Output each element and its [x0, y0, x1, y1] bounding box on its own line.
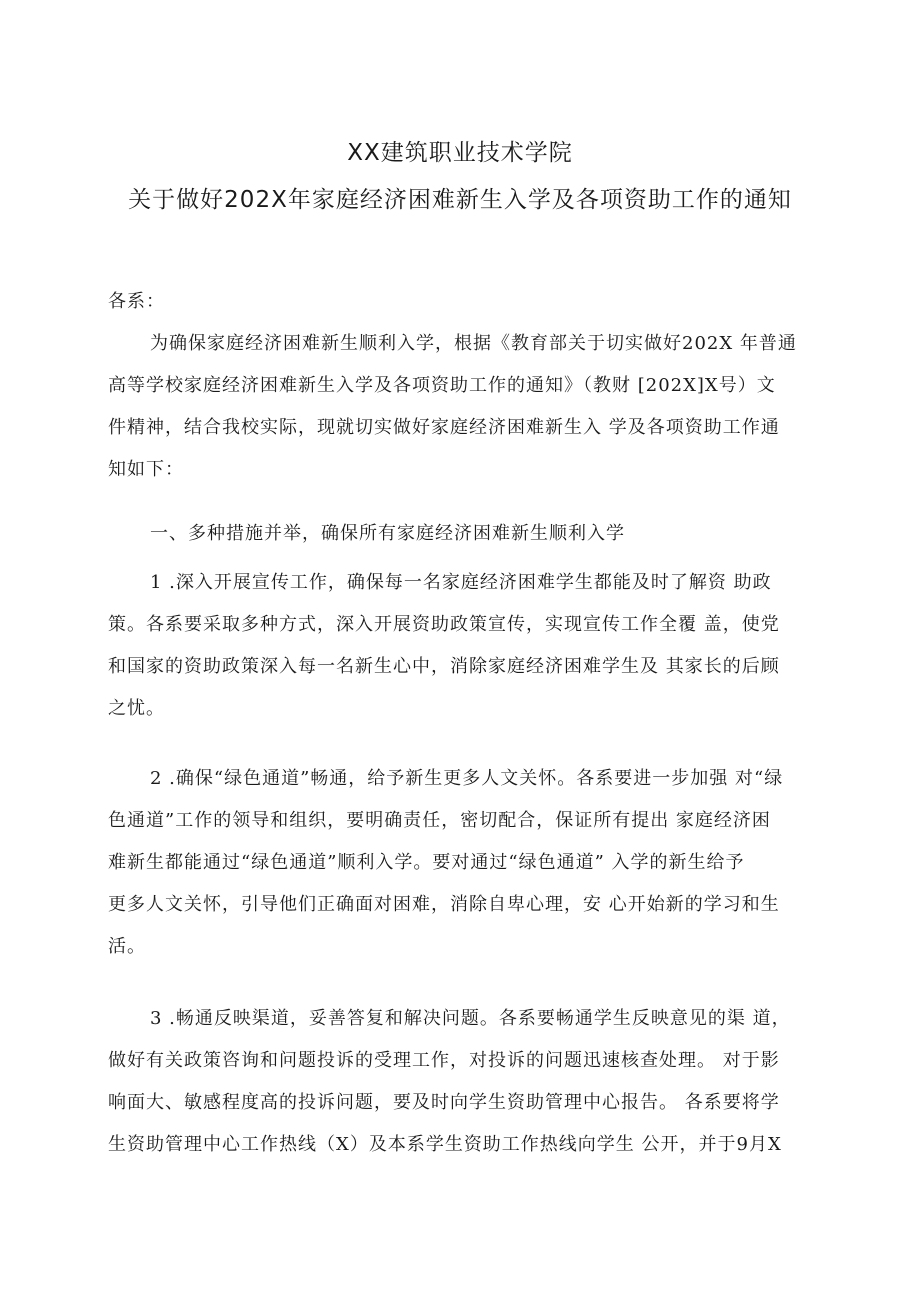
salutation — [108, 281, 828, 323]
item-1-paragraph — [108, 562, 828, 730]
document-title-notice: 关于做好202X年家庭经济困难新生入学及各项资助工作的通知 — [128, 187, 792, 213]
paragraph-line: 策。各系要采取多种方式，深入开展资助政策宣传，实现宣传工作全覆 盖，使党 — [108, 614, 780, 635]
paragraph-line: 3 .畅通反映渠道，妥善答复和解决问题。各系要畅通学生反映意见的渠 道， — [150, 1008, 791, 1029]
paragraph-line: 和国家的资助政策深入每一名新生心中，消除家庭经济困难学生及 其家长的后顾 — [108, 656, 780, 677]
paragraph-line: 更多人文关怀，引导他们正确面对困难，消除自卑心理，安 心开始新的学习和生 — [108, 894, 780, 915]
paragraph-line: 难新生都能通过“绿色通道”顺利入学。要对通过“绿色通道” 入学的新生给予 — [108, 852, 745, 873]
paragraph-line: 1 .深入开展宣传工作，确保每一名家庭经济困难学生都能及时了解资 助政 — [150, 572, 772, 593]
item-2-paragraph — [108, 758, 828, 968]
item-3-paragraph — [108, 998, 828, 1166]
paragraph-line: 做好有关政策咨询和问题投诉的受理工作，对投诉的问题迅速核查处理。 对于影 — [108, 1050, 780, 1071]
paragraph-line: 响面大、敏感程度高的投诉问题，要及时向学生资助管理中心报告。 各系要将学 — [108, 1092, 780, 1113]
paragraph-line: 之忧。 — [108, 698, 165, 719]
paragraph-line: 为确保家庭经济困难新生顺利入学，根据《教育部关于切实做好202X 年普通 — [150, 333, 797, 354]
section-1-heading — [108, 513, 828, 555]
paragraph-line: 活。 — [108, 936, 146, 957]
paragraph-line: 知如下： — [108, 459, 184, 480]
section-heading-text: 一、多种措施并举，确保所有家庭经济困难新生顺利入学 — [150, 523, 625, 544]
salutation-text: 各系： — [108, 291, 165, 312]
document-title-institution: XX建筑职业技术学院 — [347, 140, 573, 166]
intro-paragraph — [108, 323, 828, 491]
paragraph-line: 高等学校家庭经济困难新生入学及各项资助工作的通知》（教财 [202X]X号）文 — [108, 375, 776, 396]
paragraph-line: 色通道”工作的领导和组织，要明确责任，密切配合，保证所有提出 家庭经济困 — [108, 810, 771, 831]
paragraph-line: 件精神，结合我校实际，现就切实做好家庭经济困难新生入 学及各项资助工作通 — [108, 417, 780, 438]
paragraph-line: 生资助管理中心工作热线（X）及本系学生资助工作热线向学生 公开，并于9月X — [108, 1134, 782, 1155]
paragraph-line: 2 .确保“绿色通道”畅通，给予新生更多人文关怀。各系要进一步加强 对“绿 — [150, 768, 784, 789]
